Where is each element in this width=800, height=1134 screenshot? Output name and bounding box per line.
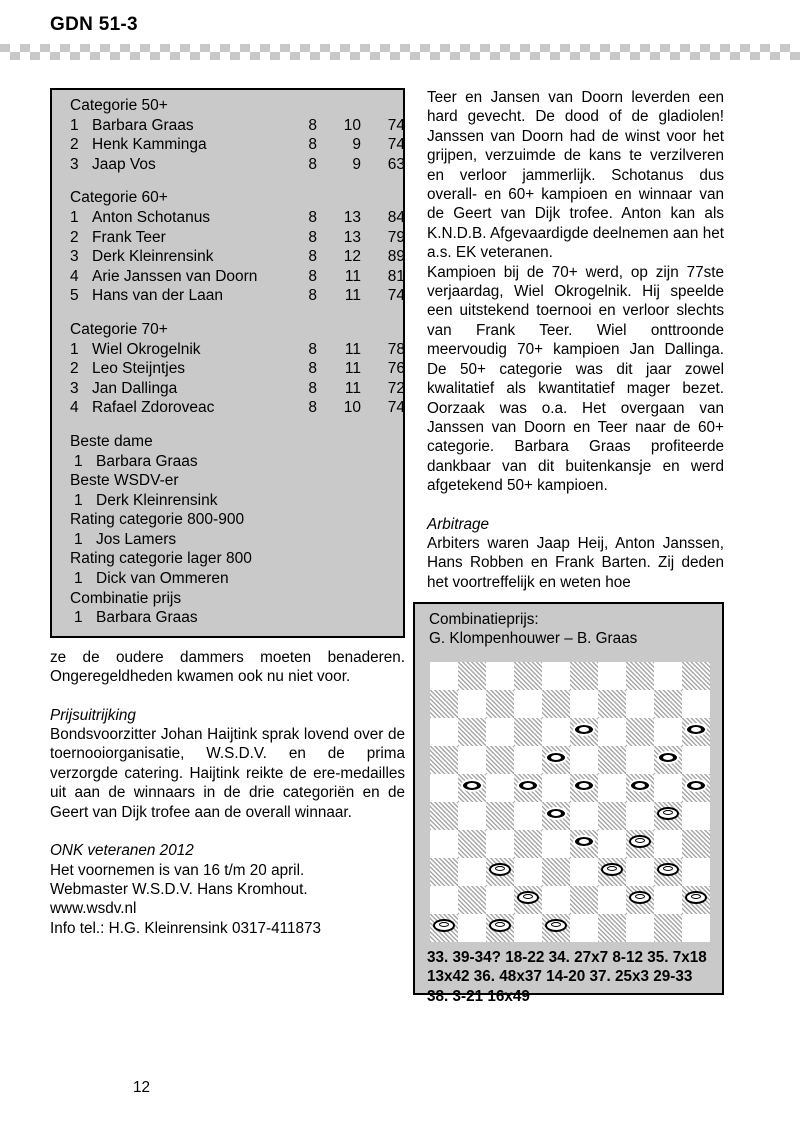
board-square-dark xyxy=(570,774,598,802)
board-square-dark xyxy=(542,802,570,830)
board-square-light xyxy=(682,858,710,886)
player-name: Arie Janssen van Doorn xyxy=(92,267,258,285)
score: 78 xyxy=(387,340,405,358)
board-square-light xyxy=(486,830,514,858)
board-square-light xyxy=(514,746,542,774)
board-square-dark xyxy=(626,886,654,914)
board-square-dark xyxy=(570,830,598,858)
results-row xyxy=(70,267,405,287)
results-section-heading: Categorie 70+ xyxy=(70,320,168,338)
board-square-dark xyxy=(458,662,486,690)
board-square-dark xyxy=(654,914,682,942)
board-square-light xyxy=(682,914,710,942)
white-piece xyxy=(685,891,707,909)
black-piece xyxy=(685,723,707,741)
board-square-dark xyxy=(682,830,710,858)
board-square-dark xyxy=(626,718,654,746)
points: 11 xyxy=(344,287,361,305)
board-square-dark xyxy=(542,746,570,774)
player-name: Barbara Graas xyxy=(96,609,198,627)
rank: 1 xyxy=(74,491,83,509)
games: 8 xyxy=(308,267,317,285)
board-square-dark xyxy=(514,774,542,802)
board-square-light xyxy=(486,774,514,802)
rank: 1 xyxy=(74,530,83,548)
score: 74 xyxy=(387,116,405,134)
board-square-light xyxy=(654,774,682,802)
rank: 1 xyxy=(70,116,79,134)
board-square-dark xyxy=(486,746,514,774)
board-square-light xyxy=(570,858,598,886)
board-square-dark xyxy=(682,886,710,914)
games: 8 xyxy=(308,379,317,397)
board-square-light xyxy=(598,662,626,690)
board-square-dark xyxy=(542,858,570,886)
special-prize-heading: Beste dame xyxy=(70,432,153,450)
moves-notation: 33. 39-34? 18-22 34. 27x7 8-12 35. 7x18 13x42 36. 48x37 14-20 37. 25x3 29-33 38. 3-21 16x49 xyxy=(427,949,707,1005)
board-square-light xyxy=(682,802,710,830)
score: 79 xyxy=(387,228,405,246)
left-column xyxy=(50,88,405,938)
board-square-light xyxy=(430,886,458,914)
page-title: GDN 51-3 xyxy=(50,14,138,35)
board-square-light xyxy=(542,886,570,914)
prize-heading: Prijsuitrijking xyxy=(50,706,136,724)
board-square-light xyxy=(570,914,598,942)
white-piece xyxy=(657,863,679,881)
board-square-dark xyxy=(682,718,710,746)
board-square-dark xyxy=(514,662,542,690)
player-name: Anton Schotanus xyxy=(92,208,211,226)
board-square-dark xyxy=(654,690,682,718)
black-piece xyxy=(573,779,595,797)
games: 8 xyxy=(308,155,317,173)
onk-heading: ONK veteranen 2012 xyxy=(50,842,194,860)
white-piece xyxy=(629,835,651,853)
board-square-dark xyxy=(598,858,626,886)
black-piece xyxy=(685,779,707,797)
black-piece xyxy=(545,751,567,769)
right-column xyxy=(427,88,724,592)
points: 9 xyxy=(352,136,361,154)
board-square-dark xyxy=(514,886,542,914)
results-row xyxy=(70,340,405,360)
black-piece xyxy=(545,807,567,825)
board-square-light xyxy=(626,690,654,718)
onk-line: Het voornemen is van 16 t/m 20 april. xyxy=(50,861,305,879)
rank: 2 xyxy=(70,360,79,378)
board-square-light xyxy=(458,802,486,830)
right-paragraph-2: Kampioen bij de 70+ werd, op zijn 77ste verjaardag, Wiel Okrogelnik. Hij speelde een uitstekend toernooi en verloor slechts van Frank Teer. Wiel onttroonde meervoudig 70+ kampioen Jan Dallinga. De 50+ categorie was dit jaar zowel kwalitatief als kwantitatief mager bezet. Oorzaak was o.a. Het overgaan van Janssen van Doorn en Teer naar de 60+ categorie. Barbara Graas profiteerde dankbaar van dit buitenkansje en werd afgetekend 50+ kampioen. xyxy=(427,263,724,495)
rank: 3 xyxy=(70,155,79,173)
onk-line: Webmaster W.S.D.V. Hans Kromhout. xyxy=(50,880,308,898)
board-square-light xyxy=(570,802,598,830)
points: 11 xyxy=(344,360,361,378)
board-square-light xyxy=(542,830,570,858)
board-square-light xyxy=(542,774,570,802)
white-piece xyxy=(517,891,539,909)
board-square-dark xyxy=(458,886,486,914)
board-square-dark xyxy=(486,690,514,718)
games: 8 xyxy=(308,228,317,246)
games: 8 xyxy=(308,116,317,134)
board-square-light xyxy=(486,662,514,690)
special-prize-row xyxy=(70,530,393,550)
player-name: Hans van der Laan xyxy=(92,287,223,305)
board-square-light xyxy=(626,858,654,886)
score: 74 xyxy=(387,287,405,305)
board-square-light xyxy=(654,662,682,690)
results-box xyxy=(50,88,405,638)
board-square-light xyxy=(626,802,654,830)
white-piece xyxy=(657,807,679,825)
points: 9 xyxy=(352,155,361,173)
results-row xyxy=(70,155,405,175)
board-square-dark xyxy=(654,802,682,830)
special-prize-heading: Beste WSDV-er xyxy=(70,472,179,490)
board-square-dark xyxy=(570,662,598,690)
results-row xyxy=(70,379,405,399)
board-square-light xyxy=(542,718,570,746)
score: 72 xyxy=(387,379,405,397)
rank: 1 xyxy=(70,340,79,358)
board-square-dark xyxy=(570,886,598,914)
onk-line: www.wsdv.nl xyxy=(50,900,137,918)
results-row xyxy=(70,398,405,418)
results-row xyxy=(70,359,405,379)
white-piece xyxy=(601,863,623,881)
board-square-light xyxy=(458,914,486,942)
rank: 2 xyxy=(70,136,79,154)
board-square-light xyxy=(542,662,570,690)
black-piece xyxy=(629,779,651,797)
board-square-dark xyxy=(598,802,626,830)
games: 8 xyxy=(308,136,317,154)
board-square-light xyxy=(514,690,542,718)
results-row xyxy=(70,228,405,248)
score: 74 xyxy=(387,399,405,417)
board-square-light xyxy=(458,858,486,886)
board-square-dark xyxy=(598,746,626,774)
arbitrage-paragraph: Arbiters waren Jaap Heij, Anton Janssen, Hans Robben en Frank Barten. Zij deden het voortreffelijk en weten hoe xyxy=(427,534,724,591)
points: 13 xyxy=(343,208,361,226)
board-square-light xyxy=(514,802,542,830)
board-square-light xyxy=(458,746,486,774)
player-name: Jaap Vos xyxy=(92,155,156,173)
player-name: Derk Kleinrensink xyxy=(96,491,218,509)
player-name: Jan Dallinga xyxy=(92,379,178,397)
rank: 5 xyxy=(70,287,79,305)
score: 74 xyxy=(387,136,405,154)
board-square-light xyxy=(430,774,458,802)
page-number: 12 xyxy=(133,1079,151,1096)
diagram-title-line2: G. Klompenhouwer – B. Graas xyxy=(429,630,638,647)
results-row xyxy=(70,116,405,136)
board-square-light xyxy=(570,746,598,774)
points: 11 xyxy=(344,267,361,285)
board-square-dark xyxy=(458,830,486,858)
board-square-dark xyxy=(626,662,654,690)
special-prize-heading: Rating categorie lager 800 xyxy=(70,550,252,568)
points: 10 xyxy=(343,116,361,134)
board-square-dark xyxy=(486,914,514,942)
board-square-dark xyxy=(626,830,654,858)
board-square-light xyxy=(654,830,682,858)
score: 63 xyxy=(387,155,405,173)
board-square-light xyxy=(626,746,654,774)
section-gap xyxy=(70,306,393,320)
special-prize-row xyxy=(70,452,393,472)
rank: 1 xyxy=(74,609,83,627)
board-square-dark xyxy=(458,718,486,746)
rank: 4 xyxy=(70,399,79,417)
rank: 3 xyxy=(70,248,79,266)
rank: 3 xyxy=(70,379,79,397)
board-square-dark xyxy=(514,718,542,746)
board-square-dark xyxy=(682,774,710,802)
player-name: Derk Kleinrensink xyxy=(92,248,214,266)
rank: 1 xyxy=(74,452,83,470)
checkered-divider xyxy=(0,44,800,60)
board-square-dark xyxy=(458,774,486,802)
white-piece xyxy=(629,891,651,909)
games: 8 xyxy=(308,287,317,305)
black-piece xyxy=(517,779,539,797)
board-square-dark xyxy=(486,858,514,886)
score: 81 xyxy=(387,267,405,285)
points: 13 xyxy=(343,228,361,246)
board-square-light xyxy=(598,718,626,746)
score: 89 xyxy=(387,248,405,266)
special-prize-row xyxy=(70,608,393,628)
board-square-dark xyxy=(430,746,458,774)
white-piece xyxy=(489,919,511,937)
board-square-light xyxy=(486,718,514,746)
score: 76 xyxy=(387,360,405,378)
board-square-dark xyxy=(542,690,570,718)
white-piece xyxy=(545,919,567,937)
draughts-board xyxy=(430,662,710,942)
diagram-title-line1: Combinatieprijs: xyxy=(429,611,539,628)
board-square-light xyxy=(430,718,458,746)
results-row xyxy=(70,247,405,267)
board-square-light xyxy=(626,914,654,942)
board-square-light xyxy=(458,690,486,718)
board-square-light xyxy=(514,914,542,942)
player-name: Henk Kamminga xyxy=(92,136,207,154)
white-piece xyxy=(489,863,511,881)
onk-line: Info tel.: H.G. Kleinrensink 0317-411873 xyxy=(50,919,321,937)
points: 11 xyxy=(344,379,361,397)
black-piece xyxy=(573,723,595,741)
points: 12 xyxy=(343,248,361,266)
special-prize-row xyxy=(70,569,393,589)
board-square-light xyxy=(598,830,626,858)
board-square-light xyxy=(598,886,626,914)
player-name: Frank Teer xyxy=(92,228,166,246)
player-name: Rafael Zdoroveac xyxy=(92,399,215,417)
board-square-light xyxy=(682,690,710,718)
rank: 2 xyxy=(70,228,79,246)
player-name: Dick van Ommeren xyxy=(96,570,229,588)
player-name: Barbara Graas xyxy=(96,452,198,470)
player-name: Wiel Okrogelnik xyxy=(92,340,201,358)
score: 84 xyxy=(387,208,405,226)
board-square-light xyxy=(430,662,458,690)
points: 10 xyxy=(343,399,361,417)
section-gap xyxy=(70,418,393,432)
board-square-dark xyxy=(682,662,710,690)
games: 8 xyxy=(308,360,317,378)
rank: 1 xyxy=(70,208,79,226)
board-square-dark xyxy=(430,858,458,886)
special-prize-heading: Combinatie prijs xyxy=(70,589,182,607)
board-square-light xyxy=(430,830,458,858)
prize-paragraph: Bondsvoorzitter Johan Haijtink sprak lovend over de toernooiorganisatie, W.S.D.V. en de prima verzorgde catering. Haijtink reikte de ere-medailles uit aan de winnaars in de drie categoriën en de Geert van Dijk trofee aan de overall winnaar. xyxy=(50,726,405,821)
black-piece xyxy=(657,751,679,769)
board-square-dark xyxy=(598,914,626,942)
points: 11 xyxy=(344,340,361,358)
combination-prize-diagram-box xyxy=(413,602,724,1005)
board-square-dark xyxy=(430,802,458,830)
results-row xyxy=(70,135,405,155)
black-piece xyxy=(461,779,483,797)
board-square-dark xyxy=(570,718,598,746)
board-square-light xyxy=(486,886,514,914)
continued-paragraph: ze de oudere dammers moeten benaderen. Ongeregeldheden kwamen ook nu niet voor. xyxy=(50,648,405,686)
board-square-light xyxy=(682,746,710,774)
rank: 4 xyxy=(70,267,79,285)
rank: 1 xyxy=(74,570,83,588)
section-gap xyxy=(70,174,393,188)
board-square-dark xyxy=(626,774,654,802)
board-square-dark xyxy=(654,746,682,774)
board-square-dark xyxy=(514,830,542,858)
board-square-light xyxy=(654,886,682,914)
games: 8 xyxy=(308,340,317,358)
player-name: Barbara Graas xyxy=(92,116,194,134)
board-square-light xyxy=(654,718,682,746)
results-row xyxy=(70,208,405,228)
onk-lines xyxy=(50,861,405,939)
board-square-dark xyxy=(430,914,458,942)
arbitrage-heading: Arbitrage xyxy=(427,515,490,533)
black-piece xyxy=(573,835,595,853)
games: 8 xyxy=(308,399,317,417)
results-row xyxy=(70,286,405,306)
board-square-dark xyxy=(486,802,514,830)
special-prize-heading: Rating categorie 800-900 xyxy=(70,511,245,529)
games: 8 xyxy=(308,208,317,226)
special-prize-row xyxy=(70,491,393,511)
board-square-light xyxy=(570,690,598,718)
board-square-dark xyxy=(430,690,458,718)
board-square-dark xyxy=(654,858,682,886)
games: 8 xyxy=(308,248,317,266)
player-name: Leo Steijntjes xyxy=(92,360,186,378)
board-square-light xyxy=(514,858,542,886)
player-name: Jos Lamers xyxy=(96,530,177,548)
white-piece xyxy=(433,919,455,937)
results-section-heading: Categorie 60+ xyxy=(70,189,168,207)
results-section-heading: Categorie 50+ xyxy=(70,97,168,114)
board-square-light xyxy=(598,774,626,802)
right-paragraph-1: Teer en Jansen van Doorn leverden een hard gevecht. De dood of de gladiolen! Janssen van Doorn had de winst voor het grijpen, verzuimde de kans te verzilveren en verloor jammerlijk. Schotanus dus overall- en 60+ kampioen en winnaar van de Geert van Dijk trofee. Anton kan als K.N.D.B. Afgevaardigde deelnemen aan het a.s. EK veteranen. xyxy=(427,89,724,262)
board-square-dark xyxy=(542,914,570,942)
board-square-dark xyxy=(598,690,626,718)
